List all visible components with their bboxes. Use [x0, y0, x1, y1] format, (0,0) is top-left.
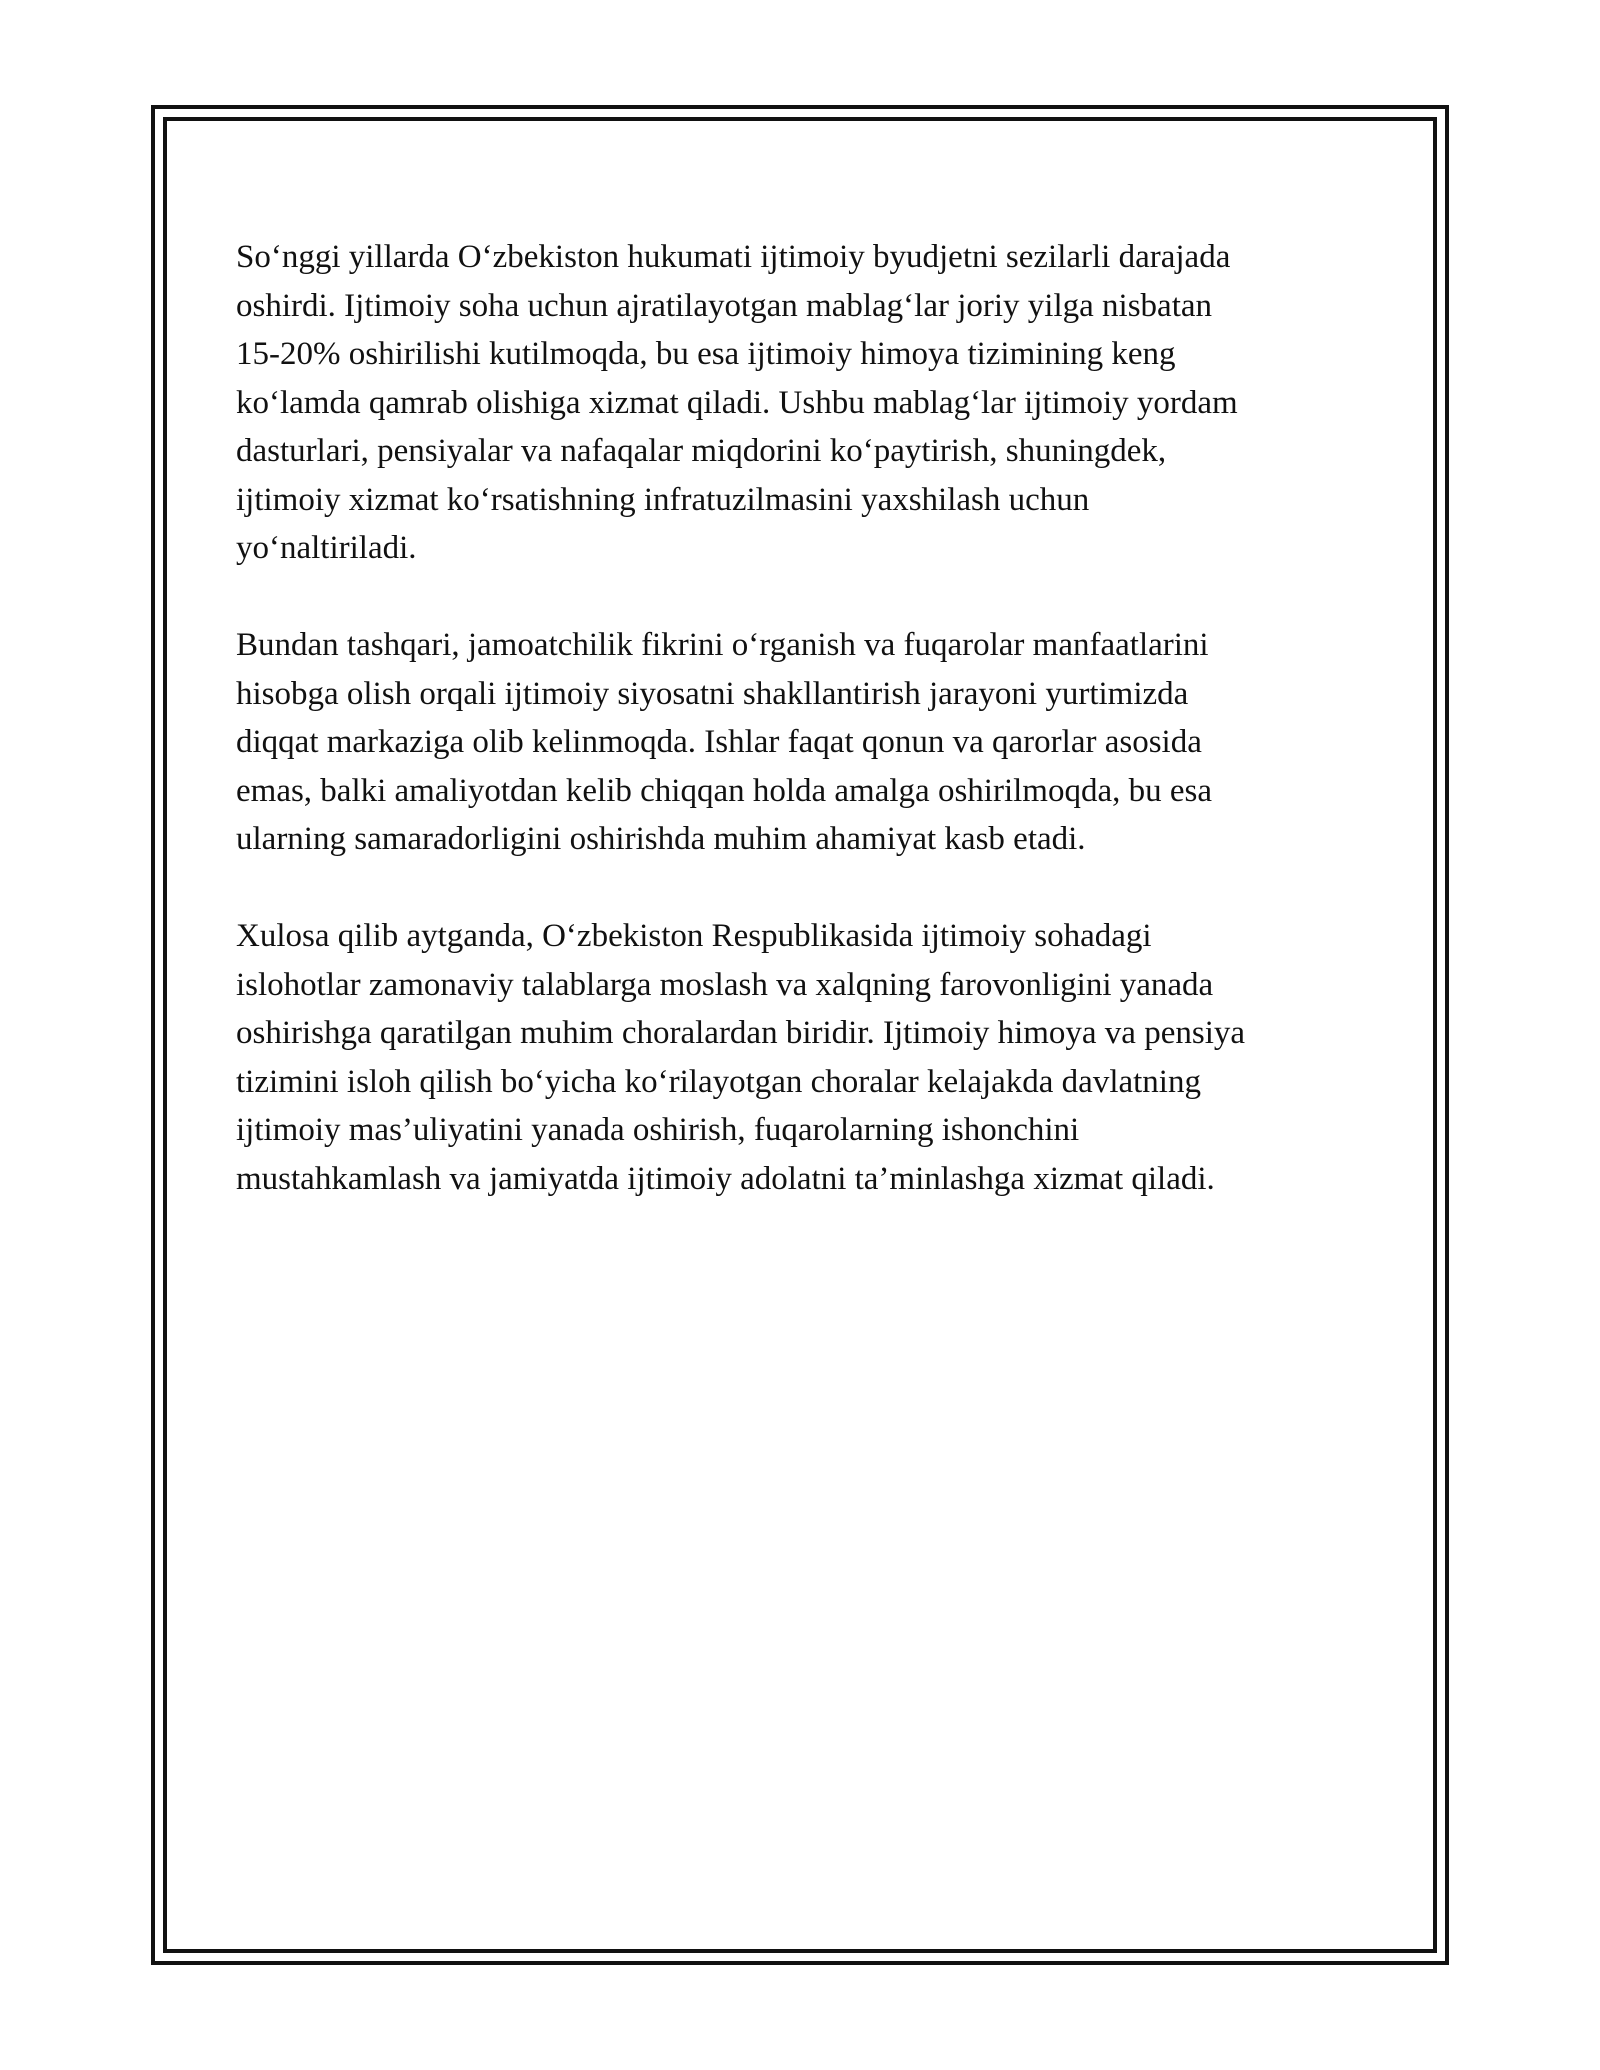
- paragraph-1: [236, 233, 1396, 573]
- text-line: Bundan tashqari, jamoatchilik fikrini o‘rganish va fuqarolar manfaatlarini: [236, 627, 1209, 663]
- text-line: 15-20% oshirilishi kutilmoqda, bu esa ijtimoiy himoya tizimining keng: [236, 336, 1176, 372]
- text-line: ijtimoiy mas’uliyatini yanada oshirish, fuqarolarning ishonchini: [236, 1112, 1080, 1148]
- text-line: diqqat markaziga olib kelinmoqda. Ishlar faqat qonun va qarorlar asosida: [236, 724, 1202, 760]
- text-line: oshirishga qaratilgan muhim choralardan biridir. Ijtimoiy himoya va pensiya: [236, 1015, 1246, 1051]
- text-line: islohotlar zamonaviy talablarga moslash va xalqning farovonligini yanada: [236, 966, 1214, 1003]
- text-line: So‘nggi yillarda O‘zbekiston hukumati ijtimoiy byudjetni sezilarli darajada: [236, 239, 1231, 275]
- text-line: ijtimoiy xizmat ko‘rsatishning infratuzilmasini yaxshilash uchun: [236, 481, 1090, 518]
- text-line: emas, balki amaliyotdan kelib chiqqan holda amalga oshirilmoqda, bu esa: [236, 772, 1212, 809]
- text-line: dasturlari, pensiyalar va nafaqalar miqdorini ko‘paytirish, shuningdek,: [236, 433, 1167, 469]
- paragraph-3: [236, 912, 1396, 1203]
- text-line: Xulosa qilib aytganda, O‘zbekiston Respublikasida ijtimoiy sohadagi: [236, 918, 1152, 954]
- text-line: mustahkamlash va jamiyatda ijtimoiy adolatni ta’minlashga xizmat qiladi.: [236, 1160, 1215, 1197]
- text-line: yo‘naltiriladi.: [236, 530, 417, 566]
- text-line: tizimini isloh qilish bo‘yicha ko‘rilayotgan choralar kelajakda davlatning: [236, 1063, 1201, 1100]
- text-line: ularning samaradorligini oshirishda muhim ahamiyat kasb etadi.: [236, 821, 1086, 857]
- document-body: [236, 233, 1396, 1252]
- paragraph-2: [236, 621, 1396, 864]
- text-line: ko‘lamda qamrab olishiga xizmat qiladi. Ushbu mablag‘lar ijtimoiy yordam: [236, 384, 1238, 421]
- text-line: oshirdi. Ijtimoiy soha uchun ajratilayotgan mablag‘lar joriy yilga nisbatan: [236, 287, 1213, 324]
- text-line: hisobga olish orqali ijtimoiy siyosatni shakllantirish jarayoni yurtimizda: [236, 675, 1189, 712]
